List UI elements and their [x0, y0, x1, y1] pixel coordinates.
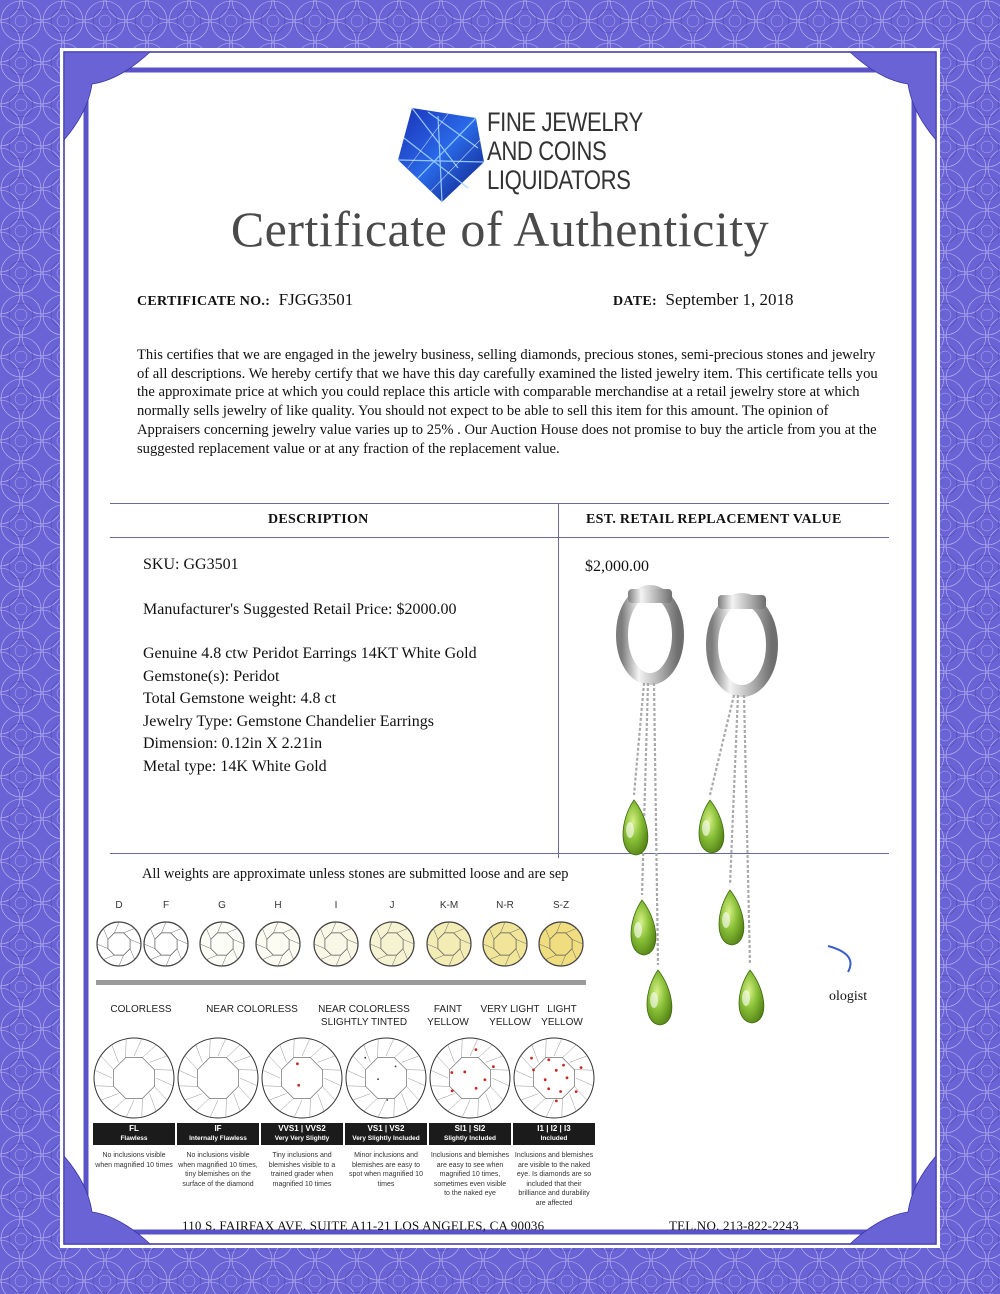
company-name-line-1: FINE JEWELRY [487, 107, 643, 137]
description-header: DESCRIPTION [268, 512, 369, 527]
clarity-diamond-icon [261, 1035, 343, 1121]
color-grade-letter: K-M [439, 900, 459, 911]
clarity-grade-label [513, 1123, 595, 1145]
footer-telephone: TEL.NO. 213-822-2243 [669, 1218, 800, 1233]
clarity-grade [513, 1035, 595, 1207]
clarity-diamond-icon [177, 1035, 259, 1121]
color-grade-diamond-icon [256, 922, 300, 966]
clarity-grade-label [429, 1123, 511, 1145]
table-top-rule [110, 503, 889, 504]
clarity-grade-label [261, 1123, 343, 1152]
color-grade-category [418, 1003, 478, 1029]
color-grade-category-line: YELLOW [489, 1017, 531, 1028]
clarity-grade-name: Very Slightly Included [352, 1135, 420, 1142]
color-grade-category [196, 1003, 308, 1016]
clarity-grade [429, 1035, 511, 1197]
color-grade-category [532, 1003, 592, 1029]
color-grade-category-line: NEAR COLORLESS [318, 1004, 410, 1015]
certificate-date-value: September 1, 2018 [665, 290, 794, 309]
color-grade-category-line: LIGHT [547, 1004, 577, 1015]
signature-mark-icon [818, 940, 868, 980]
detail-line: Metal type: 14K White Gold [143, 757, 327, 775]
clarity-diamond-icon [93, 1035, 175, 1121]
color-grade-diamond-icon [483, 922, 527, 966]
company-name [487, 108, 643, 195]
color-grade-category-line: NEAR COLORLESS [206, 1004, 298, 1015]
certificate-number-value: FJGG3501 [278, 290, 354, 309]
table-column-divider [558, 503, 559, 858]
clarity-grade-label [93, 1123, 175, 1145]
color-grade-diamond-icon [427, 922, 471, 966]
color-grade-category-line: SLIGHTLY TINTED [320, 1017, 408, 1028]
clarity-diamond-icon [429, 1035, 511, 1121]
page-title: Certificate of Authenticity [230, 201, 770, 257]
color-grade-category [308, 1003, 420, 1029]
color-grade-category-line: COLORLESS [110, 1004, 172, 1015]
table-header-rule [110, 537, 889, 538]
clarity-grade-description: Tiny inclusions and blemishes visible to a trained grader when magnified 10 times [268, 1152, 336, 1188]
company-name-line-3: LIQUIDATORS [487, 165, 631, 195]
certification-statement: This certifies that we are engaged in the jewelry business, selling diamonds, precious stones, semi-precious stones and jewelry of all descriptions. We hereby certify that we have this day carefully examined the listed jewelry item. This certificate tells you the approximate price at which you could replace this article with comparable merchandise at a retail jewelry store at which normally sells jewelry of like quality. You should not expect to be able to sell this item for this amount. The opinion of Appraisers concerning jewelry value varies up to 25% . Our Auction House does not promise to buy the article from you at the suggested replacement value or at any fraction of the replacement value. [137, 347, 878, 457]
color-grade-category-line: YELLOW [541, 1017, 583, 1028]
clarity-grade-name: Very Very Slightly Included [274, 1135, 330, 1152]
weights-disclaimer: All weights are approximate unless stones are submitted loose and are sep [142, 866, 569, 882]
clarity-grade-chart [93, 1035, 597, 1215]
color-grade-diamonds [96, 914, 596, 1009]
color-grade-diamond-icon [539, 922, 583, 966]
certificate-date-label: DATE: [613, 294, 658, 309]
clarity-grade [177, 1035, 259, 1188]
color-grade-letter: S-Z [552, 900, 570, 911]
color-grade-category-line: YELLOW [427, 1017, 469, 1028]
clarity-grade-code: IF [214, 1124, 222, 1133]
detail-line: Genuine 4.8 ctw Peridot Earrings 14KT White Gold [143, 645, 477, 662]
color-grade-diamond-icon [144, 922, 188, 966]
color-grade-diamond-icon [97, 922, 141, 966]
certificate-date [613, 290, 793, 310]
clarity-grade-code: FL [129, 1124, 139, 1133]
clarity-grade [261, 1035, 343, 1188]
clarity-diamond-icon [513, 1035, 595, 1121]
clarity-grade-name: Included [540, 1135, 568, 1142]
clarity-grade [345, 1035, 427, 1188]
color-scale-bar [96, 980, 586, 985]
clarity-grade-description: Minor inclusions and blemishes are easy to spot when magnified 10 times [349, 1152, 423, 1188]
sku: SKU: GG3501 [143, 556, 239, 573]
peridot-earrings-photo [600, 585, 800, 1030]
clarity-grade-description: Inclusions and blemishes are easy to see when magnified 10 times, sometimes even visible to the naked eye [430, 1152, 510, 1197]
item-description [143, 554, 477, 778]
msrp: Manufacturer's Suggested Retail Price: $2000.00 [143, 600, 457, 618]
clarity-grade-code: VS1 | VS2 [367, 1124, 405, 1133]
footer-address: 110 S. FAIRFAX AVE. SUITE A11-21 LOS ANGELES, CA 90036 [182, 1218, 545, 1233]
detail-line: Gemstone(s): Peridot [143, 667, 280, 685]
color-grade-letter: G [218, 900, 226, 911]
color-grade-letter: I [334, 900, 338, 911]
value-header: EST. RETAIL REPLACEMENT VALUE [586, 512, 842, 527]
certificate-number [137, 290, 353, 310]
clarity-grade-code: SI1 | SI2 [454, 1124, 486, 1133]
clarity-grade-code: I1 | I2 | I3 [537, 1124, 571, 1133]
color-grade-letter: H [274, 900, 282, 911]
clarity-grade-label [345, 1123, 427, 1145]
color-grade-category-line: FAINT [433, 1004, 463, 1015]
clarity-grade [93, 1035, 175, 1169]
certificate-number-label: CERTIFICATE NO.: [137, 294, 271, 309]
color-grade-diamond-icon [314, 922, 358, 966]
detail-line: Dimension: 0.12in X 2.21in [143, 735, 323, 752]
color-grade-letter: F [162, 900, 170, 911]
clarity-grade-name: Slightly Included [443, 1135, 496, 1142]
clarity-grade-code: VVS1 | VVS2 [278, 1124, 326, 1133]
clarity-grade-description: Inclusions and blemishes are visible to the naked eye. Is diamonds are so included that their brilliance and durability are affected [514, 1152, 594, 1207]
clarity-grade-name: Internally Flawless [189, 1135, 247, 1142]
clarity-diamond-icon [345, 1035, 427, 1121]
detail-line: Jewelry Type: Gemstone Chandelier Earrings [143, 712, 434, 730]
color-grade-diamond-icon [370, 922, 414, 966]
color-grade-letter: N-R [496, 900, 514, 911]
clarity-grade-name: Flawless [120, 1135, 148, 1142]
color-grade-category [480, 1003, 540, 1029]
color-grade-letter: J [389, 900, 395, 911]
color-grade-diamond-icon [200, 922, 244, 966]
detail-line: Total Gemstone weight: 4.8 ct [143, 690, 337, 707]
clarity-grade-description: No inclusions visible when magnified 10 times, tiny blemishes on the surface of the diamond [178, 1152, 258, 1188]
replacement-value: $2,000.00 [585, 558, 649, 575]
company-name-line-2: AND COINS [487, 136, 607, 166]
color-grade-category-line: VERY LIGHT [480, 1004, 540, 1015]
clarity-grade-label [177, 1123, 259, 1145]
clarity-grade-description: No inclusions visible when magnified 10 times [95, 1152, 173, 1169]
color-grade-letter: D [115, 900, 123, 911]
signature-title-fragment: ologist [829, 989, 868, 1004]
color-grade-category [96, 1003, 186, 1016]
